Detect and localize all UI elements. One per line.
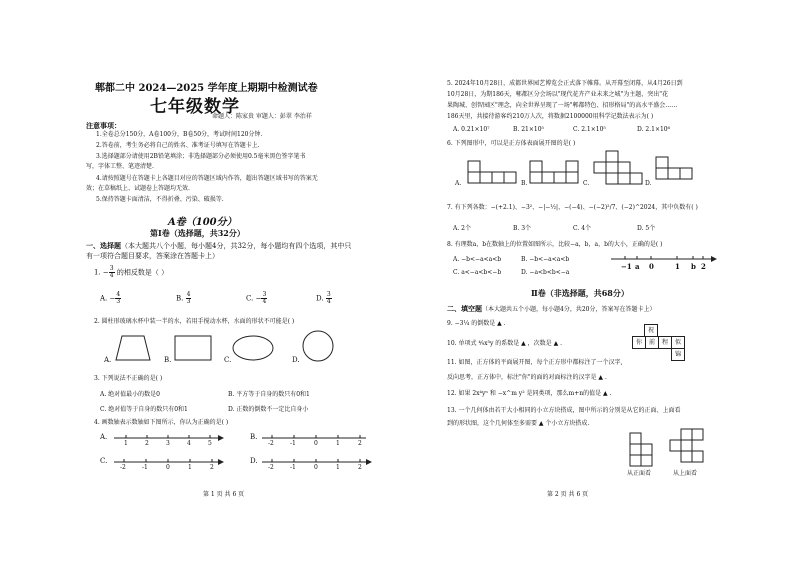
part1-heading: 第Ⅰ卷（选择题，共32分） [150,228,245,238]
circle-shape [302,330,336,364]
tick-label: 2 [358,464,362,471]
page-footer: 第 1 页 共 6 页 [203,491,245,498]
q3-option-a[interactable]: A. 绝对值最小的数是0 [100,391,160,398]
q8-option-d[interactable]: D. −a<b<b<−a [521,269,570,276]
top-view-caption: 从上面看 [673,470,698,477]
question-10: 10. 单项式 ⁴⁄₉x³y 的系数是 ▲ ，次数是 ▲ . [447,340,563,347]
q8-option-a[interactable]: A. −b<−a<a<b [453,256,502,263]
question-3: 3. 下列说法不正确的是( ) [94,375,163,382]
tick-label: 0 [314,464,318,471]
q6-option-a[interactable]: A. [455,180,462,187]
tick-label: -2 [268,464,274,471]
q3-option-b[interactable]: B. 平方等于自身的数只有0和1 [228,391,310,398]
q5-line: 10月28日，为期186天，郫都区分会场以"现代花卉产业未来之城"为主题，突出"花 [447,91,669,98]
question-11-line2: 反向思考，正方体中，标注"你"的面的对面标注的汉字是 ▲ . [447,374,607,381]
net-cell: 似 [671,336,685,349]
note-line: 效；在草稿纸上、试题卷上答题均无效. [86,185,190,192]
section2-desc: 二、填空题（本大题共五个小题，每小题4分，共20分，答案写在答题卡上） [447,304,656,313]
q5-option-c[interactable]: C. 2.1×10⁵ [573,126,606,133]
tick-label: -1 [290,440,296,447]
q2-option-d-label[interactable]: D. [292,356,300,364]
q7-option-a[interactable]: A. 2个 [453,225,471,232]
q5-line: 5. 2024年10月28日，成都世界园艺博览会正式落下帷幕。从开幕至闭幕，从4月26日到 [447,80,683,87]
section2-head: 二、填空题 [447,304,482,313]
tick-label: 2 [358,440,362,447]
exam-page-2 [397,0,794,561]
section1-desc2: 有一项符合题目要求，答案涂在答题卡上） [86,252,219,260]
axis-label: 0 [649,262,654,271]
tick-label: 5 [208,440,212,447]
tick-label: -2 [268,440,274,447]
tick-label: 1 [188,464,192,471]
net-cell: 祝 [644,324,658,337]
q7-option-d[interactable]: D. 5个 [637,225,656,232]
q6-option-b[interactable]: B. [521,180,528,187]
question-12: 12. 如果 2x⁴yⁿ 和 −x^m y² 是同类项，那么m+n的值是 ▲ . [447,390,612,397]
q1-option-d[interactable]: D. $\frac{3}{4}$ [316,291,331,305]
question-4: 4. 画数轴表示数轴如下图所示，你认为正确的是( ) [94,419,229,426]
tick-label: 3 [166,440,170,447]
net-cell: 锦 [671,348,685,361]
tick-label: 2 [145,440,149,447]
q1-option-b[interactable]: B. $\frac{4}{3}$ [176,291,191,305]
q2-option-a-label[interactable]: A. [104,356,112,364]
question-11-line1: 11. 如图，正方体的平面展开图，每个正方形中都标注了一个汉字, [447,359,623,366]
question-13-line1: 13. 一个几何体由若干大小相同的小立方块搭成，图中所示的分别是从它的正面、上面看 [447,407,681,414]
q5-line: 186天里，共接待游客约210万人次，将数据2100000用科学记数法表示为( ) [447,113,654,120]
tick-label: 4 [187,440,191,447]
tick-label: 1 [336,440,340,447]
q4-option-b-label[interactable]: B. [250,433,258,441]
school-title: 郫都二中 2024—2025 学年度上期期中检测试卷 [95,83,318,94]
ellipse-shape [232,334,276,364]
section1-head: 一、选择题 [86,241,121,250]
q7-option-b[interactable]: B. 3个 [513,225,532,232]
q5-line: 果陶城、创智园区"理念，向全世界呈现了一场"郫都特色、招形格局"的高水平盛会…… [447,102,678,109]
q4-option-a-label[interactable]: A. [100,433,108,441]
question-8: 8. 有理数a，b在数轴上的位置如图所示，比较−a，b，a，b的大小，正确的是( ) [447,241,663,248]
note-line: 2.答卷前，考生务必将自己的姓名、准考证号填写在答题卡上. [96,142,260,149]
net-cell: 程 [658,336,672,349]
page-footer: 第 2 页 共 6 页 [547,491,589,498]
axis-label: −1 [621,262,632,271]
tick-label: 0 [314,440,318,447]
front-view-caption: 从正面看 [627,470,652,477]
section1-desc: 一、选择题（本大题共八个小题，每小题4分，共32分，每小题均有四个选项，其中只 [86,241,352,250]
question-7: 7. 有下列各数：−(+2.1)、−3²、−|−½|、−(−4)、−(−2)²/7、(−2)^2024，其中负数有( ) [447,204,698,211]
tick-label: -1 [142,464,148,471]
q6-option-d[interactable]: D. [645,180,652,187]
axis-label: a [635,262,640,271]
tick-label: 1 [124,440,128,447]
notes-title: 注意事项： [86,121,121,130]
tick-label: 0 [166,464,170,471]
question-6: 6. 下列图形中，可以是正方体表面展开图的是( ) [447,140,576,147]
tick-label: 1 [336,464,340,471]
part2-heading: Ⅱ卷（非选择题，共68分） [531,288,629,298]
net-cell: 前 [645,336,659,349]
q5-option-b[interactable]: B. 21×10⁵ [513,126,544,133]
q8-option-c[interactable]: C. a<−a<b<−b [453,269,502,276]
question-9: 9. −3¼ 的倒数是 ▲ . [447,320,506,327]
q2-option-c-label[interactable]: C. [224,356,232,364]
subject-title: 七年级数学 [150,97,240,117]
q5-option-d[interactable]: D. 2.1×10⁶ [637,126,671,133]
tick-label: 2 [210,464,214,471]
tick-label: -2 [120,464,126,471]
q8-option-b[interactable]: B. −b<−a<a<b [521,256,570,263]
q4-option-d-label[interactable]: D. [250,457,258,465]
q2-option-b-label[interactable]: B. [164,356,172,364]
q6-option-c[interactable]: C. [583,180,590,187]
axis-label: 1 [675,262,680,271]
q1-option-c[interactable]: C. − $\frac{3}{4}$ [246,291,267,305]
axis-label: b [691,262,696,271]
tick-label: -1 [290,464,296,471]
credits-line: 命题人：陈家贵 审题人：彭翠 李治祥 [212,113,312,120]
top-view-figure [669,428,709,468]
q5-option-a[interactable]: A. 0.21×10⁷ [453,126,490,133]
axis-label: 2 [701,262,706,271]
note-line: 1.全卷总分150分，A卷100分，B卷50分，考试时间120分钟. [96,131,263,138]
note-line: 写，字体工整、笔迹清楚. [86,163,154,170]
question-1: 1. − $\frac{3}{4}$ 的相反数是（ ） [94,265,169,279]
rectangle-shape [174,334,214,364]
trapezoid-shape [114,334,154,364]
q4-option-c-label[interactable]: C. [100,457,108,465]
cube-net-b [529,160,581,190]
question-13-line2: 到的形状图，这个几何体至多需要 ▲ 个小立方块搭成. [447,420,590,427]
note-line: 3.选择题部分请使用2B铅笔填涂；非选择题部分必须使用0.5毫米黑色签字笔书 [96,153,306,160]
volume-a-heading: A卷（100分） [168,217,237,228]
net-cell: 你 [632,336,646,349]
cube-net-a [467,160,519,190]
question-2: 2. 圆柱形玻璃水杯中装一半的水，若用手搅动水杯，水面的形状不可能是( ) [94,318,295,325]
front-view-figure [629,432,659,468]
note-line: 4.请按照题号在答题卡上各题目对应的答题区域内作答，超出答题区域书写的答案无 [96,175,318,182]
q7-option-c[interactable]: C. 4个 [573,225,592,232]
note-line: 5.保持答题卡面清洁，不得折叠、污染、破损等. [96,196,224,203]
cube-net-d [655,156,695,190]
q3-option-d[interactable]: D. 正数的倒数不一定比自身小 [228,406,309,413]
q1-option-a[interactable]: A. − $\frac{4}{3}$ [100,291,121,305]
cube-net-c [593,150,645,192]
q3-option-c[interactable]: C. 绝对值等于自身的数只有0和1 [100,406,188,413]
